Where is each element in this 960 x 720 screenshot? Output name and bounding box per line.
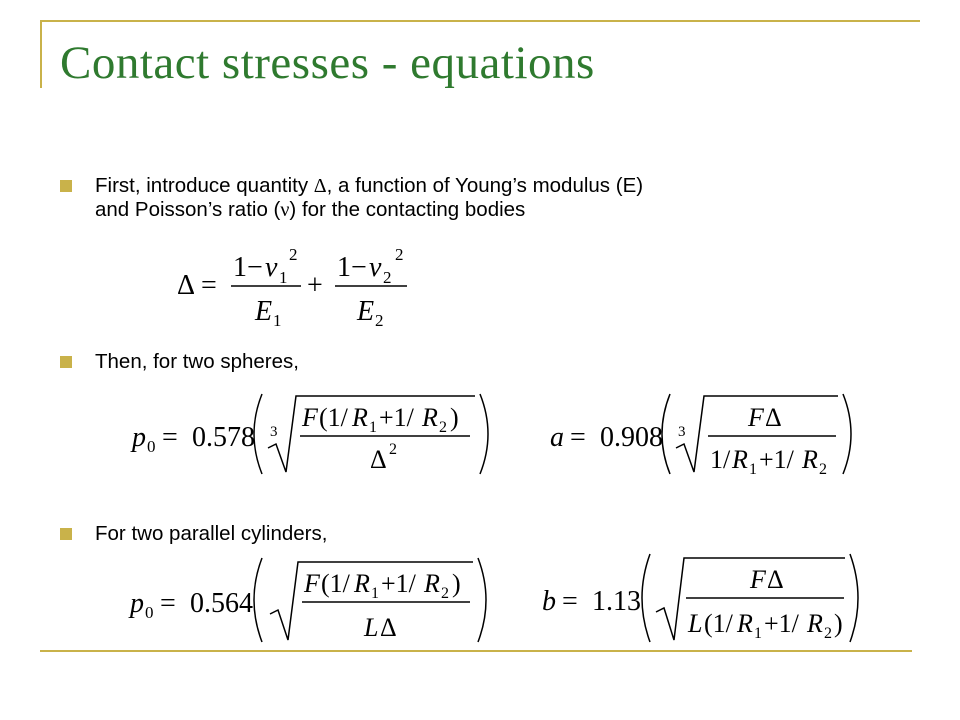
svg-text:ν: ν [265,252,278,283]
coefficient-cylinder-b: 1.13 [592,586,641,617]
svg-text:+1/: +1/ [381,569,416,598]
delta-definition-equation [175,238,425,334]
svg-text:=: = [562,586,578,617]
svg-text:Δ: Δ [370,445,387,474]
svg-text:1: 1 [749,461,757,478]
svg-text:2: 2 [395,245,404,264]
bullet-text-segment: ) for the contacting bodies [289,198,526,221]
svg-text:+1/: +1/ [759,445,794,474]
bullet-marker [60,180,72,192]
svg-text:1: 1 [371,585,379,602]
svg-text:R: R [732,445,748,474]
svg-text:+1/: +1/ [764,609,799,638]
svg-text:=: = [570,422,586,453]
svg-text:+: + [307,270,323,301]
svg-text:=: = [201,270,217,301]
svg-text:R: R [807,609,823,638]
bullet-text-segment: and Poisson’s ratio ( [95,198,281,221]
svg-text:L: L [688,609,703,638]
svg-text:1: 1 [369,419,377,436]
svg-text:p: p [130,588,144,619]
svg-text:1: 1 [233,252,247,283]
svg-text:=: = [160,588,176,619]
bullet-marker [60,528,72,540]
svg-text:−: − [351,252,367,283]
cylinder-half-width-equation [540,548,870,648]
nu-symbol: ν [280,199,290,221]
svg-text:2: 2 [389,441,397,458]
svg-text:p: p [132,422,146,453]
bullet-marker [60,356,72,368]
slide-title: Contact stresses - equations [60,37,595,89]
svg-text:Δ: Δ [767,565,784,594]
frame-vertical-line [40,20,42,88]
svg-text:+1/: +1/ [379,403,414,432]
delta-symbol: Δ [313,175,327,197]
svg-text:F: F [304,569,320,598]
svg-text:): ) [834,609,843,638]
svg-text:F: F [750,565,766,594]
coefficient-sphere-a: 0.908 [600,422,663,453]
coefficient-cylinder-p0: 0.564 [190,588,253,619]
coefficient-sphere-p0: 0.578 [192,422,255,453]
bullet-text-cylinders: For two parallel cylinders, [95,522,328,545]
svg-text:E: E [357,296,375,327]
svg-text:R: R [422,403,438,432]
svg-text:2: 2 [383,268,392,287]
svg-text:R: R [424,569,440,598]
svg-text:R: R [352,403,368,432]
frame-top-line [40,20,920,22]
svg-text:E: E [255,296,273,327]
svg-text:1: 1 [273,311,282,330]
svg-text:2: 2 [375,311,384,330]
svg-text:0: 0 [147,437,156,456]
svg-text:3: 3 [270,424,278,440]
sphere-pressure-equation [130,388,495,480]
sphere-contact-radius-equation [548,388,858,480]
svg-text:1: 1 [337,252,351,283]
svg-text:2: 2 [289,245,298,264]
svg-text:F: F [302,403,318,432]
svg-text:a: a [550,422,564,453]
svg-text:b: b [542,586,556,617]
svg-text:R: R [802,445,818,474]
bullet-text-intro [95,174,895,222]
bullet-text-segment: , a function of Young’s modulus (E) [326,174,644,197]
svg-text:1: 1 [279,268,288,287]
svg-text:): ) [450,403,459,432]
svg-text:): ) [452,569,461,598]
svg-text:2: 2 [824,625,832,642]
svg-text:Δ: Δ [765,403,782,432]
bullet-text-spheres: Then, for two spheres, [95,350,299,373]
svg-text:2: 2 [439,419,447,436]
svg-text:F: F [748,403,764,432]
svg-text:−: − [247,252,263,283]
svg-text:2: 2 [441,585,449,602]
bullet-text-segment: First, introduce quantity [95,174,314,197]
cylinder-pressure-equation [128,552,498,648]
svg-text:R: R [354,569,370,598]
svg-text:R: R [737,609,753,638]
svg-text:1: 1 [754,625,762,642]
svg-text:0: 0 [145,603,154,622]
svg-text:Δ: Δ [177,270,196,301]
svg-text:ν: ν [369,252,382,283]
svg-text:(1/: (1/ [704,609,733,638]
svg-text:1/: 1/ [710,445,731,474]
svg-text:(1/: (1/ [321,569,350,598]
svg-text:2: 2 [819,461,827,478]
svg-text:=: = [162,422,178,453]
svg-text:Δ: Δ [380,613,397,642]
svg-text:(1/: (1/ [319,403,348,432]
frame-bottom-line [40,650,912,652]
svg-text:3: 3 [678,424,686,440]
svg-text:L: L [364,613,379,642]
